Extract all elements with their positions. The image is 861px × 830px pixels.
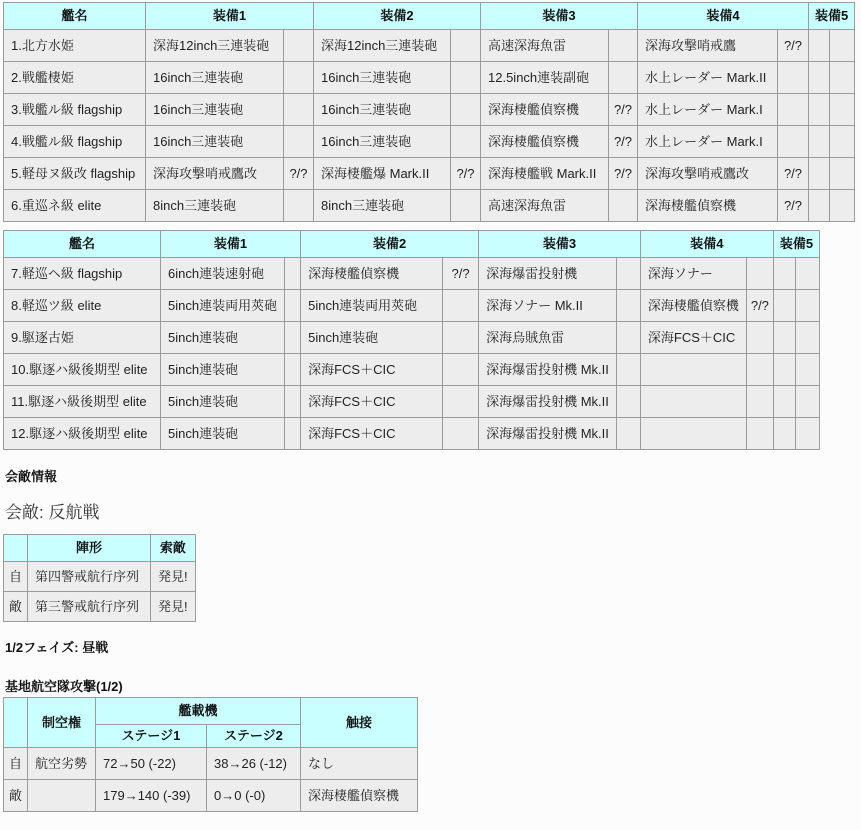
encounter-info-heading: 会敵情報 (5, 469, 58, 484)
proficiency-cell: ?/? (609, 126, 638, 158)
ship-name-cell: 12.駆逐ハ級後期型 elite (4, 418, 161, 450)
equipment-cell: 深海FCS＋CIC (301, 418, 443, 450)
land-base-attack-heading: 基地航空隊攻撃(1/2) (5, 679, 123, 694)
equipment-cell: 深海FCS＋CIC (640, 322, 746, 354)
proficiency-cell: ?/? (451, 158, 481, 190)
proficiency-cell (609, 62, 638, 94)
proficiency-cell (616, 290, 640, 322)
proficiency-cell (284, 94, 314, 126)
equipment-cell: 16inch三連装砲 (146, 94, 284, 126)
equipment-cell (773, 418, 795, 450)
enemy-fleet-table-1 (3, 2, 855, 222)
equipment-cell: 深海棲艦偵察機 (481, 94, 609, 126)
column-header-equip2: 装備2 (301, 231, 479, 258)
equipment-cell: 12.5inch連装副砲 (481, 62, 609, 94)
column-header-equip1: 装備1 (146, 3, 314, 30)
proficiency-cell (285, 386, 301, 418)
column-header-planes: 艦載機 (96, 698, 301, 725)
proficiency-cell (284, 30, 314, 62)
column-header-equip2: 装備2 (314, 3, 481, 30)
column-header-ship-name: 艦名 (4, 231, 161, 258)
equipment-cell (773, 354, 795, 386)
air-state-cell: 航空劣勢 (28, 748, 96, 780)
equipment-cell: 深海棲艦偵察機 (301, 258, 443, 290)
side-cell: 自 (4, 748, 28, 780)
equipment-cell (773, 386, 795, 418)
header-row (4, 535, 196, 562)
proficiency-cell (451, 126, 481, 158)
proficiency-cell (746, 258, 773, 290)
equipment-cell: 16inch三連装砲 (146, 62, 284, 94)
proficiency-cell (443, 418, 479, 450)
proficiency-cell (285, 354, 301, 386)
ship-name-cell: 8.軽巡ツ級 elite (4, 290, 161, 322)
proficiency-cell (778, 126, 809, 158)
equipment-cell: 5inch連装砲 (161, 354, 285, 386)
proficiency-cell (285, 322, 301, 354)
equipment-cell: 深海ソナー (640, 258, 746, 290)
stage1-cell: 72→50 (-22) (96, 748, 207, 780)
ship-name-cell: 5.軽母ヌ級改 flagship (4, 158, 146, 190)
table-row (4, 158, 855, 190)
equipment-cell: 水上レーダー Mark.I (638, 126, 778, 158)
ship-name-cell: 11.駆逐ハ級後期型 elite (4, 386, 161, 418)
equipment-cell: 5inch連装砲 (301, 322, 443, 354)
equipment-cell: 深海爆雷投射機 (479, 258, 617, 290)
proficiency-cell (443, 290, 479, 322)
side-cell: 自 (4, 562, 28, 592)
equipment-cell: 5inch連装砲 (161, 386, 285, 418)
proficiency-cell (746, 322, 773, 354)
proficiency-cell (829, 94, 854, 126)
equipment-cell: 深海FCS＋CIC (301, 386, 443, 418)
column-header-equip3: 装備3 (481, 3, 638, 30)
proficiency-cell (451, 30, 481, 62)
formation-cell: 第三警戒航行序列 (28, 592, 151, 622)
land-base-air-table (3, 697, 418, 812)
table-row (4, 62, 855, 94)
table-row (4, 258, 820, 290)
ship-name-cell: 4.戦艦ル級 flagship (4, 126, 146, 158)
equipment-cell: 深海12inch三連装砲 (314, 30, 451, 62)
equipment-cell: 深海爆雷投射機 Mk.II (479, 386, 617, 418)
phase-heading: 1/2フェイズ: 昼戦 (5, 640, 109, 655)
equipment-cell: 5inch連装砲 (161, 418, 285, 450)
equipment-cell: 深海ソナー Mk.II (479, 290, 617, 322)
column-header-air-state: 制空権 (28, 698, 96, 748)
proficiency-cell (795, 322, 819, 354)
proficiency-cell (778, 94, 809, 126)
proficiency-cell (443, 386, 479, 418)
proficiency-cell: ?/? (609, 158, 638, 190)
proficiency-cell (284, 62, 314, 94)
equipment-cell: 8inch三連装砲 (146, 190, 284, 222)
proficiency-cell (795, 386, 819, 418)
corner-header (4, 535, 28, 562)
equipment-cell: 5inch連装砲 (161, 322, 285, 354)
header-row (4, 698, 418, 725)
proficiency-cell: ?/? (746, 290, 773, 322)
proficiency-cell: ?/? (778, 158, 809, 190)
equipment-cell: 高速深海魚雷 (481, 30, 609, 62)
proficiency-cell (746, 354, 773, 386)
proficiency-cell (285, 290, 301, 322)
table-row (4, 386, 820, 418)
proficiency-cell (829, 190, 854, 222)
column-header-stage2: ステージ2 (207, 725, 301, 748)
equipment-cell: 深海FCS＋CIC (301, 354, 443, 386)
proficiency-cell: ?/? (778, 30, 809, 62)
column-header-contact: 触接 (301, 698, 418, 748)
equipment-cell (773, 322, 795, 354)
equipment-cell: 深海攻撃哨戒鷹 (638, 30, 778, 62)
header-row (4, 231, 820, 258)
equipment-cell (809, 158, 830, 190)
contact-cell: なし (301, 748, 418, 780)
proficiency-cell (609, 190, 638, 222)
proficiency-cell (451, 62, 481, 94)
proficiency-cell (829, 126, 854, 158)
ship-name-cell: 7.軽巡ヘ級 flagship (4, 258, 161, 290)
equipment-cell (773, 290, 795, 322)
equipment-cell: 6inch連装速射砲 (161, 258, 285, 290)
proficiency-cell (746, 386, 773, 418)
air-state-cell (28, 780, 96, 812)
equipment-cell: 水上レーダー Mark.II (638, 62, 778, 94)
table-row (4, 30, 855, 62)
equipment-cell: 深海烏賊魚雷 (479, 322, 617, 354)
side-cell: 敵 (4, 780, 28, 812)
proficiency-cell (616, 386, 640, 418)
proficiency-cell (778, 62, 809, 94)
proficiency-cell (795, 258, 819, 290)
equipment-cell: 8inch三連装砲 (314, 190, 451, 222)
proficiency-cell: ?/? (284, 158, 314, 190)
table-row (4, 748, 418, 780)
stage2-cell: 38→26 (-12) (207, 748, 301, 780)
equipment-cell (809, 190, 830, 222)
equipment-cell: 深海爆雷投射機 Mk.II (479, 354, 617, 386)
proficiency-cell (285, 258, 301, 290)
equipment-cell: 高速深海魚雷 (481, 190, 609, 222)
proficiency-cell (795, 290, 819, 322)
equipment-cell (809, 30, 830, 62)
equipment-cell (640, 418, 746, 450)
column-header-equip5: 装備5 (773, 231, 819, 258)
equipment-cell: 16inch三連装砲 (146, 126, 284, 158)
proficiency-cell (616, 322, 640, 354)
proficiency-cell (616, 418, 640, 450)
stage1-cell: 179→140 (-39) (96, 780, 207, 812)
equipment-cell (809, 94, 830, 126)
proficiency-cell (829, 158, 854, 190)
equipment-cell: 深海棲艦偵察機 (640, 290, 746, 322)
engagement-line: 会敵: 反航戦 (5, 503, 100, 522)
detection-cell: 発見! (151, 592, 196, 622)
column-header-equip4: 装備4 (638, 3, 809, 30)
formation-table (3, 534, 196, 622)
table-row (4, 418, 820, 450)
table-row (4, 562, 196, 592)
proficiency-cell (616, 258, 640, 290)
stage2-cell: 0→0 (-0) (207, 780, 301, 812)
column-header-formation: 陣形 (28, 535, 151, 562)
contact-cell: 深海棲艦偵察機 (301, 780, 418, 812)
enemy-fleet-table-2 (3, 230, 820, 450)
corner-header (4, 698, 28, 748)
equipment-cell: 深海攻撃哨戒鷹改 (638, 158, 778, 190)
equipment-cell: 16inch三連装砲 (314, 94, 451, 126)
table-row (4, 290, 820, 322)
proficiency-cell (609, 30, 638, 62)
ship-name-cell: 1.北方水姫 (4, 30, 146, 62)
table-row (4, 592, 196, 622)
proficiency-cell: ?/? (443, 258, 479, 290)
equipment-cell: 5inch連装両用莢砲 (161, 290, 285, 322)
proficiency-cell (451, 190, 481, 222)
equipment-cell (809, 126, 830, 158)
equipment-cell: 深海棲艦爆 Mark.II (314, 158, 451, 190)
table-row (4, 94, 855, 126)
equipment-cell: 5inch連装両用莢砲 (301, 290, 443, 322)
column-header-stage1: ステージ1 (96, 725, 207, 748)
proficiency-cell (284, 126, 314, 158)
equipment-cell: 水上レーダー Mark.I (638, 94, 778, 126)
equipment-cell: 深海棲艦戦 Mark.II (481, 158, 609, 190)
column-header-equip3: 装備3 (479, 231, 641, 258)
proficiency-cell: ?/? (778, 190, 809, 222)
proficiency-cell (443, 322, 479, 354)
equipment-cell (773, 258, 795, 290)
ship-name-cell: 3.戦艦ル級 flagship (4, 94, 146, 126)
formation-cell: 第四警戒航行序列 (28, 562, 151, 592)
equipment-cell: 深海12inch三連装砲 (146, 30, 284, 62)
ship-name-cell: 2.戦艦棲姫 (4, 62, 146, 94)
table-row (4, 126, 855, 158)
proficiency-cell (284, 190, 314, 222)
column-header-detection: 索敵 (151, 535, 196, 562)
column-header-ship-name: 艦名 (4, 3, 146, 30)
ship-name-cell: 9.駆逐古姫 (4, 322, 161, 354)
proficiency-cell: ?/? (609, 94, 638, 126)
column-header-equip5: 装備5 (809, 3, 855, 30)
ship-name-cell: 6.重巡ネ級 elite (4, 190, 146, 222)
proficiency-cell (795, 418, 819, 450)
proficiency-cell (746, 418, 773, 450)
equipment-cell: 深海棲艦偵察機 (481, 126, 609, 158)
equipment-cell (640, 386, 746, 418)
column-header-equip4: 装備4 (640, 231, 773, 258)
equipment-cell: 深海爆雷投射機 Mk.II (479, 418, 617, 450)
proficiency-cell (616, 354, 640, 386)
proficiency-cell (829, 62, 854, 94)
ship-name-cell: 10.駆逐ハ級後期型 elite (4, 354, 161, 386)
equipment-cell: 深海棲艦偵察機 (638, 190, 778, 222)
side-cell: 敵 (4, 592, 28, 622)
table-row (4, 190, 855, 222)
table-row (4, 322, 820, 354)
header-row (4, 3, 855, 30)
detection-cell: 発見! (151, 562, 196, 592)
equipment-cell (640, 354, 746, 386)
proficiency-cell (285, 418, 301, 450)
proficiency-cell (829, 30, 854, 62)
column-header-equip1: 装備1 (161, 231, 301, 258)
table-row (4, 354, 820, 386)
proficiency-cell (795, 354, 819, 386)
equipment-cell: 16inch三連装砲 (314, 62, 451, 94)
equipment-cell: 16inch三連装砲 (314, 126, 451, 158)
equipment-cell: 深海攻撃哨戒鷹改 (146, 158, 284, 190)
table-row (4, 780, 418, 812)
equipment-cell (809, 62, 830, 94)
proficiency-cell (451, 94, 481, 126)
proficiency-cell (443, 354, 479, 386)
